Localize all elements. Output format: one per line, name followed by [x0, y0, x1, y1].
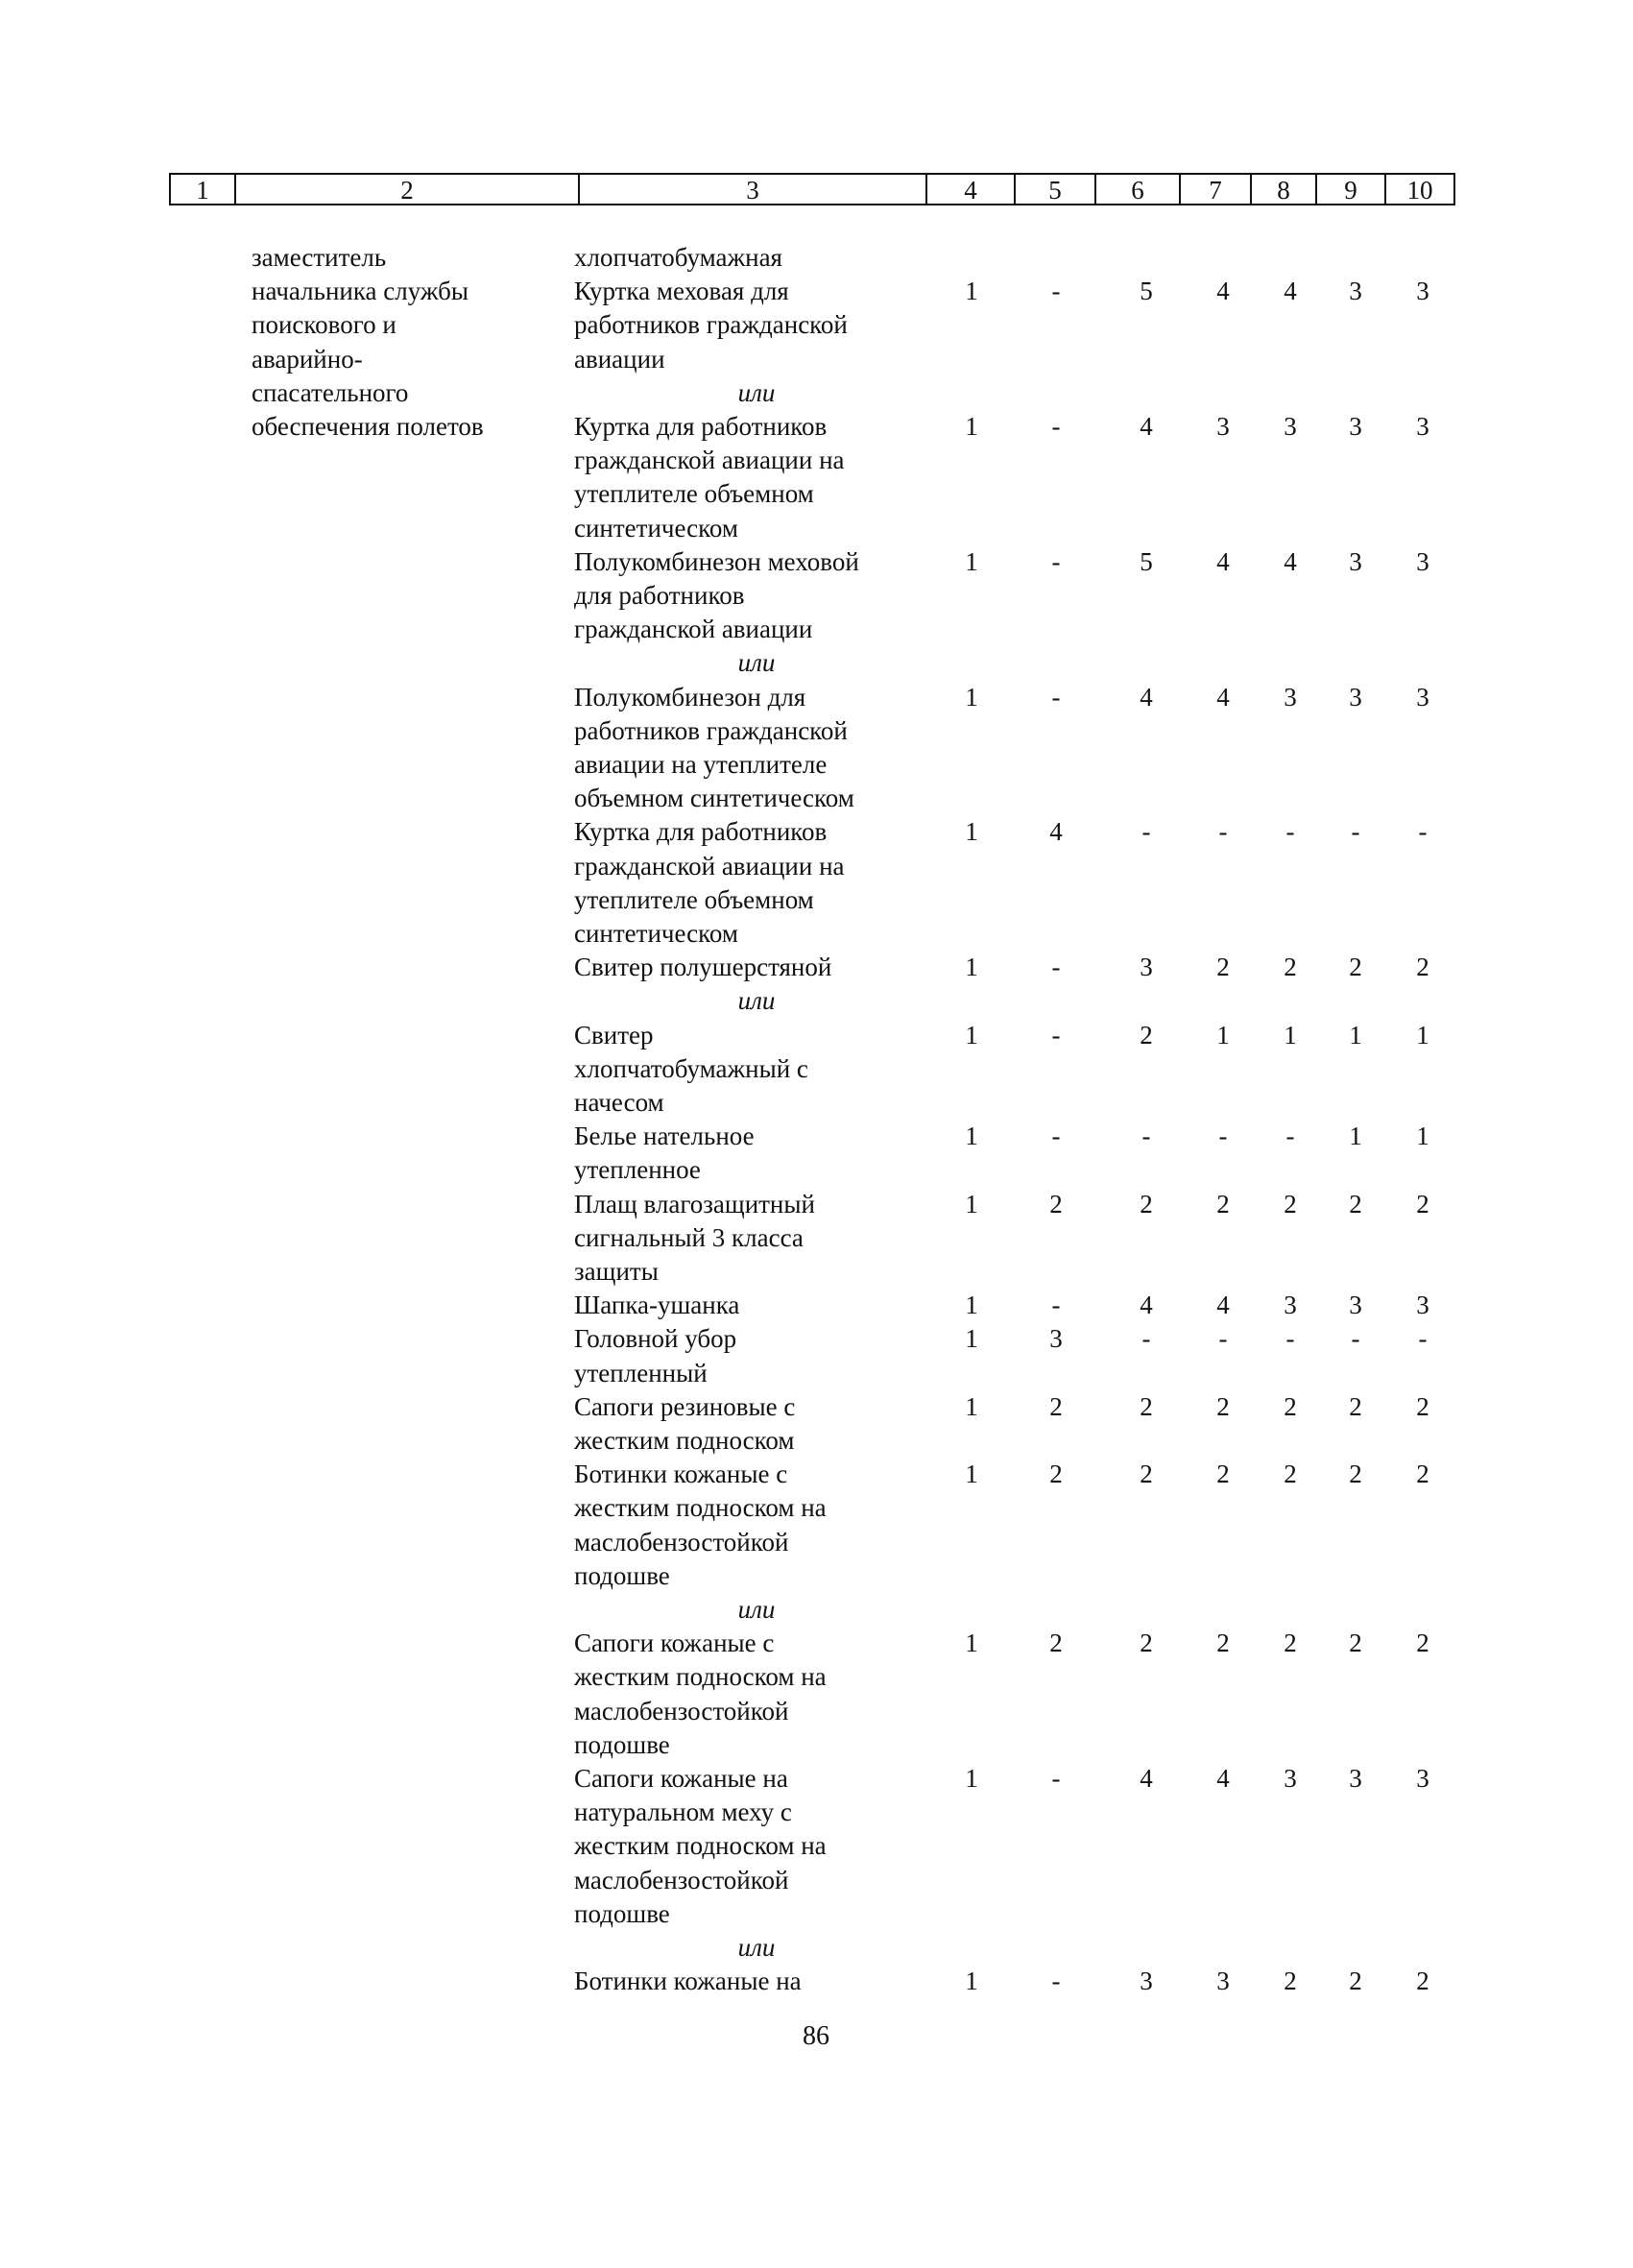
- norm-value-col-8: 3: [1284, 412, 1297, 441]
- item-name-line: Шапка-ушанка: [574, 1291, 740, 1320]
- norm-value-col-9: 1: [1349, 1020, 1362, 1050]
- norm-value-col-5: 2: [1049, 1629, 1063, 1658]
- item-name-line: работников гражданской: [574, 310, 848, 340]
- norm-value-col-4: 1: [965, 1460, 978, 1489]
- norm-value-col-5: -: [1051, 1020, 1061, 1050]
- norm-value-col-9: 2: [1349, 1460, 1362, 1489]
- norm-value-col-8: 4: [1284, 277, 1297, 306]
- header-cell: 10: [1384, 173, 1455, 205]
- item-name-line: Ботинки кожаные на: [574, 1966, 802, 1996]
- item-name-line: натуральном меху с: [574, 1798, 792, 1827]
- norm-value-col-6: 4: [1140, 682, 1153, 712]
- norm-value-col-5: 3: [1049, 1324, 1063, 1354]
- item-name-line: Куртка для работников: [574, 412, 828, 441]
- norm-value-col-7: 3: [1216, 1966, 1230, 1996]
- norm-value-col-4: 1: [965, 412, 978, 441]
- norm-value-col-9: -: [1351, 817, 1360, 847]
- norm-value-col-8: 2: [1284, 1966, 1297, 1996]
- item-name-line: синтетическом: [574, 919, 738, 948]
- item-name-line: Сапоги кожаные с: [574, 1629, 775, 1658]
- item-name-line: объемном синтетическом: [574, 784, 854, 813]
- header-cell: 3: [578, 173, 927, 205]
- item-name: [574, 1322, 939, 1389]
- norm-value-col-9: 2: [1349, 1391, 1362, 1421]
- item-name: [574, 1120, 939, 1187]
- item-name: [574, 815, 939, 951]
- norm-value-col-10: 3: [1416, 682, 1429, 712]
- header-cell: 6: [1094, 173, 1181, 205]
- norm-value-col-7: 4: [1216, 1291, 1230, 1320]
- norm-value-col-5: -: [1051, 1764, 1061, 1793]
- norm-value-col-5: -: [1051, 277, 1061, 306]
- item-name: [574, 1762, 939, 1931]
- norm-value-col-6: 4: [1140, 1764, 1153, 1793]
- position-title-line: обеспечения полетов: [252, 412, 484, 442]
- item-name-line: авиации: [574, 344, 665, 374]
- item-name-line: Куртка меховая для: [574, 277, 789, 306]
- norm-value-col-10: -: [1418, 1324, 1428, 1354]
- norm-value-col-10: 1: [1416, 1020, 1429, 1050]
- norm-value-col-8: -: [1285, 1324, 1295, 1354]
- norm-value-col-10: 3: [1416, 277, 1429, 306]
- page-number: 86: [803, 2021, 829, 2051]
- item-name-line: Плащ влагозащитный: [574, 1189, 815, 1218]
- item-name-line: гражданской авиации на: [574, 446, 845, 475]
- item-name: [574, 951, 939, 984]
- item-name-line: маслобензостойкой: [574, 1865, 789, 1894]
- norm-value-col-4: 1: [965, 1189, 978, 1218]
- norm-value-col-6: -: [1141, 817, 1151, 847]
- norm-value-col-9: 2: [1349, 1966, 1362, 1996]
- norm-value-col-4: 1: [965, 953, 978, 982]
- alternative-marker: или: [737, 986, 776, 1016]
- norm-value-col-6: 4: [1140, 412, 1153, 441]
- norm-value-col-6: 3: [1140, 1966, 1153, 1996]
- norm-value-col-9: 3: [1349, 412, 1362, 441]
- norm-value-col-4: 1: [965, 1391, 978, 1421]
- norm-value-col-8: -: [1285, 817, 1295, 847]
- item-name: [574, 1019, 939, 1121]
- header-cell: 8: [1250, 173, 1317, 205]
- norm-value-col-9: 1: [1349, 1122, 1362, 1151]
- norm-value-col-4: 1: [965, 1629, 978, 1658]
- norm-value-col-7: 4: [1216, 682, 1230, 712]
- norm-value-col-7: 2: [1216, 1629, 1230, 1658]
- norm-value-col-10: 3: [1416, 546, 1429, 576]
- norm-value-col-7: 1: [1216, 1020, 1230, 1050]
- norm-value-col-9: 2: [1349, 1629, 1362, 1658]
- norm-value-col-8: 2: [1284, 1629, 1297, 1658]
- norm-value-col-5: -: [1051, 1966, 1061, 1996]
- norm-value-col-4: 1: [965, 1966, 978, 1996]
- alternative-marker: или: [737, 1933, 776, 1962]
- norm-value-col-6: 5: [1140, 277, 1153, 306]
- item-name: [574, 275, 939, 376]
- norm-value-col-5: -: [1051, 412, 1061, 441]
- item-name-line: для работников: [574, 581, 745, 610]
- norm-value-col-8: 3: [1284, 1764, 1297, 1793]
- norm-value-col-8: -: [1285, 1122, 1295, 1151]
- norm-value-col-4: 1: [965, 1324, 978, 1354]
- item-name-line: Белье нательное: [574, 1122, 755, 1151]
- item-name-line: работников гражданской: [574, 715, 848, 745]
- norm-value-col-9: 3: [1349, 546, 1362, 576]
- norm-value-col-7: 2: [1216, 1460, 1230, 1489]
- alternative-marker: или: [737, 377, 776, 407]
- header-cell: 7: [1179, 173, 1252, 205]
- item-name-line: Свитер: [574, 1020, 654, 1050]
- norm-value-col-5: -: [1051, 1122, 1061, 1151]
- item-name: [574, 1965, 939, 1998]
- norm-value-col-6: 5: [1140, 546, 1153, 576]
- norm-value-col-7: 2: [1216, 1189, 1230, 1218]
- norm-value-col-5: 2: [1049, 1189, 1063, 1218]
- norm-value-col-6: 3: [1140, 953, 1153, 982]
- norm-value-col-5: -: [1051, 953, 1061, 982]
- norm-value-col-5: 2: [1049, 1460, 1063, 1489]
- header-cell: 5: [1014, 173, 1096, 205]
- norm-value-col-6: -: [1141, 1122, 1151, 1151]
- norm-value-col-7: 4: [1216, 277, 1230, 306]
- item-name: [574, 1188, 939, 1290]
- norm-value-col-6: 2: [1140, 1189, 1153, 1218]
- norm-value-col-10: 2: [1416, 1391, 1429, 1421]
- norm-value-col-8: 1: [1284, 1020, 1297, 1050]
- norm-value-col-8: 2: [1284, 1391, 1297, 1421]
- item-name: [574, 681, 939, 816]
- item-name: [574, 410, 939, 545]
- item-name-line: жестким подноском на: [574, 1493, 827, 1523]
- norm-value-col-9: 2: [1349, 953, 1362, 982]
- item-name-line: маслобензостойкой: [574, 1527, 789, 1556]
- position-title-line: поискового и: [252, 310, 396, 340]
- norm-value-col-9: 3: [1349, 682, 1362, 712]
- item-name-line: Головной убор: [574, 1324, 737, 1354]
- norm-value-col-4: 1: [965, 1122, 978, 1151]
- item-name-line: утеплителе объемном: [574, 884, 814, 914]
- item-name-line: авиации на утеплителе: [574, 750, 828, 779]
- norm-value-col-10: -: [1418, 817, 1428, 847]
- item-name-line: начесом: [574, 1088, 664, 1117]
- norm-value-col-8: 4: [1284, 546, 1297, 576]
- norm-value-col-10: 2: [1416, 953, 1429, 982]
- norm-value-col-10: 3: [1416, 1291, 1429, 1320]
- norm-value-col-10: 2: [1416, 1966, 1429, 1996]
- norm-value-col-6: -: [1141, 1324, 1151, 1354]
- item-name-line: гражданской авиации на: [574, 851, 845, 881]
- norm-value-col-8: 3: [1284, 1291, 1297, 1320]
- item-name-line: жестким подноском: [574, 1426, 795, 1455]
- norm-value-col-7: 2: [1216, 953, 1230, 982]
- alternative-marker: или: [737, 1595, 776, 1624]
- item-name: [574, 545, 939, 647]
- norm-value-col-8: 2: [1284, 953, 1297, 982]
- norm-value-col-9: -: [1351, 1324, 1360, 1354]
- item-name-line: Сапоги резиновые с: [574, 1391, 796, 1421]
- norm-value-col-4: 1: [965, 1291, 978, 1320]
- norm-value-col-4: 1: [965, 277, 978, 306]
- item-name-line: Сапоги кожаные на: [574, 1764, 788, 1793]
- header-cell: 4: [925, 173, 1016, 205]
- position-title: [252, 241, 540, 444]
- item-name-line: жестким подноском на: [574, 1662, 827, 1692]
- item-name: [574, 1627, 939, 1762]
- item-name-line: утеплителе объемном: [574, 479, 814, 509]
- norm-value-col-5: -: [1051, 1291, 1061, 1320]
- position-title-line: аварийно-: [252, 344, 363, 374]
- norm-value-col-7: -: [1218, 817, 1228, 847]
- header-cell: 2: [234, 173, 580, 205]
- norm-value-col-8: 2: [1284, 1460, 1297, 1489]
- item-name-line: Полукомбинезон для: [574, 682, 806, 712]
- norm-value-col-5: 2: [1049, 1391, 1063, 1421]
- item-name: [574, 241, 939, 275]
- norm-value-col-10: 2: [1416, 1189, 1429, 1218]
- item-name-line: гражданской авиации: [574, 615, 813, 644]
- item-name-line: подошве: [574, 1729, 670, 1759]
- norm-value-col-7: 2: [1216, 1391, 1230, 1421]
- norm-value-col-5: 4: [1049, 817, 1063, 847]
- norm-value-col-6: 2: [1140, 1391, 1153, 1421]
- item-name-line: утепленный: [574, 1358, 708, 1387]
- norm-value-col-9: 3: [1349, 1764, 1362, 1793]
- norm-value-col-6: 2: [1140, 1629, 1153, 1658]
- item-name-line: подошве: [574, 1898, 670, 1928]
- norm-value-col-10: 1: [1416, 1122, 1429, 1151]
- norm-value-col-7: 4: [1216, 546, 1230, 576]
- norm-value-col-8: 2: [1284, 1189, 1297, 1218]
- header-cell: 1: [169, 173, 236, 205]
- norm-value-col-8: 3: [1284, 682, 1297, 712]
- norm-value-col-10: 3: [1416, 1764, 1429, 1793]
- item-name: [574, 1390, 939, 1458]
- norm-value-col-6: 4: [1140, 1291, 1153, 1320]
- norm-value-col-4: 1: [965, 546, 978, 576]
- norm-value-col-10: 3: [1416, 412, 1429, 441]
- item-name-line: Свитер полушерстяной: [574, 953, 832, 982]
- position-title-line: начальника службы: [252, 277, 469, 306]
- norm-value-col-7: -: [1218, 1324, 1228, 1354]
- header-cell: 9: [1315, 173, 1386, 205]
- norm-value-col-4: 1: [965, 1020, 978, 1050]
- item-name-line: защиты: [574, 1257, 659, 1286]
- norm-value-col-7: 4: [1216, 1764, 1230, 1793]
- item-name-line: Ботинки кожаные с: [574, 1460, 788, 1489]
- norm-value-col-4: 1: [965, 682, 978, 712]
- item-name-line: маслобензостойкой: [574, 1696, 789, 1725]
- item-name-line: сигнальный 3 класса: [574, 1222, 804, 1252]
- norm-value-col-4: 1: [965, 817, 978, 847]
- item-name-line: Полукомбинезон меховой: [574, 546, 859, 576]
- norm-value-col-9: 3: [1349, 277, 1362, 306]
- item-name-line: жестким подноском на: [574, 1831, 827, 1861]
- item-name-line: синтетическом: [574, 513, 738, 543]
- item-name-line: подошве: [574, 1560, 670, 1590]
- norm-value-col-9: 3: [1349, 1291, 1362, 1320]
- norm-value-col-6: 2: [1140, 1460, 1153, 1489]
- norm-value-col-5: -: [1051, 682, 1061, 712]
- norm-value-col-9: 2: [1349, 1189, 1362, 1218]
- item-name: [574, 1289, 939, 1322]
- item-name-line: хлопчатобумажный с: [574, 1053, 808, 1083]
- norm-value-col-10: 2: [1416, 1629, 1429, 1658]
- alternative-marker: или: [737, 648, 776, 678]
- norm-value-col-4: 1: [965, 1764, 978, 1793]
- norm-value-col-6: 2: [1140, 1020, 1153, 1050]
- norm-value-col-7: 3: [1216, 412, 1230, 441]
- item-name-line: хлопчатобумажная: [574, 243, 782, 272]
- norm-value-col-5: -: [1051, 546, 1061, 576]
- norm-value-col-10: 2: [1416, 1460, 1429, 1489]
- item-name-line: Куртка для работников: [574, 817, 828, 847]
- position-title-line: спасательного: [252, 377, 409, 407]
- norm-value-col-7: -: [1218, 1122, 1228, 1151]
- item-name-line: утепленное: [574, 1155, 701, 1185]
- item-name: [574, 1458, 939, 1593]
- position-title-line: заместитель: [252, 243, 387, 272]
